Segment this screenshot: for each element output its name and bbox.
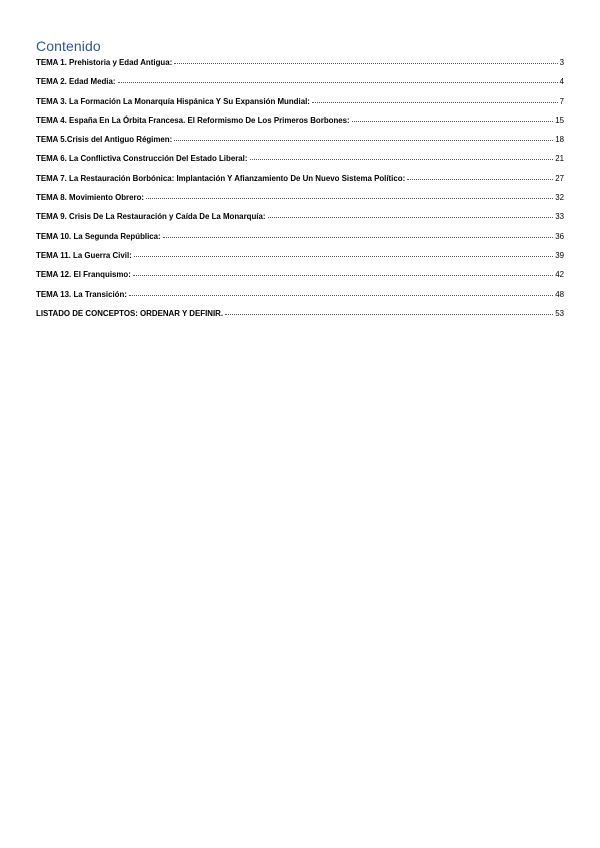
toc-entry-title <box>36 250 132 262</box>
toc-entry-page: 18 <box>555 135 564 145</box>
toc-entry-label: Prehistoria y Edad Antigua: <box>69 58 173 67</box>
toc-entry-prefix: TEMA 2. <box>36 77 67 87</box>
toc-entry-title <box>36 269 131 281</box>
toc-entry-prefix: TEMA 8. <box>36 193 67 203</box>
toc-entry-tema-12[interactable] <box>36 269 564 288</box>
dot-leader <box>225 308 553 315</box>
toc-entry-label: Movimiento Obrero: <box>69 193 145 203</box>
dot-leader <box>129 289 553 296</box>
toc-entry-prefix: TEMA 1. <box>36 58 67 67</box>
toc-heading: Contenido <box>36 38 101 54</box>
toc-entry-page: 42 <box>555 270 564 280</box>
toc-entry-title <box>36 308 223 320</box>
dot-leader <box>118 76 558 83</box>
toc-entry-label: La Restauración Borbónica: Implantación Y Afianzamiento De Un Nuevo Sistema Político: <box>69 173 406 183</box>
toc-entry-page: 15 <box>555 115 564 125</box>
toc-entry-tema-6[interactable] <box>36 153 564 172</box>
toc-entry-page: 4 <box>559 77 564 87</box>
toc-entry-label: La Guerra Civil: <box>73 250 132 260</box>
toc-entry-prefix: TEMA 11. <box>36 250 71 260</box>
toc-entry-tema-13[interactable] <box>36 289 564 308</box>
toc-entry-tema-9[interactable] <box>36 211 564 230</box>
toc-entry-page: 27 <box>555 173 564 183</box>
toc-entry-title <box>36 231 161 243</box>
toc-entry-prefix: TEMA 9. <box>36 212 67 222</box>
toc-entry-tema-4[interactable] <box>36 115 564 134</box>
toc-entry-page: 21 <box>555 154 564 164</box>
toc-entry-page: 53 <box>555 308 564 318</box>
toc-entry-title <box>36 76 116 88</box>
toc-entry-title <box>36 211 266 223</box>
toc-entry-prefix: TEMA 7. <box>36 173 67 183</box>
dot-leader <box>352 115 554 122</box>
toc-entry-title <box>36 115 350 127</box>
toc-entry-tema-8[interactable] <box>36 192 564 211</box>
dot-leader <box>268 211 554 218</box>
toc-entry-prefix: TEMA 3. <box>36 96 67 106</box>
dot-leader <box>174 134 553 141</box>
dot-leader <box>174 57 557 64</box>
toc-entry-tema-7[interactable] <box>36 173 564 192</box>
toc-entry-page: 7 <box>559 96 564 106</box>
toc-entry-page: 36 <box>555 231 564 241</box>
toc-entry-label: España En La Órbita Francesa. El Reformismo De Los Primeros Borbones: <box>69 115 350 125</box>
toc-entry-title <box>36 289 127 301</box>
toc-entry-page: 48 <box>555 289 564 299</box>
toc-entry-prefix: TEMA 5. <box>36 135 67 145</box>
toc-entry-prefix: TEMA 12. <box>36 270 72 280</box>
toc-entry-tema-1[interactable] <box>36 57 564 76</box>
dot-leader <box>250 153 554 160</box>
toc-entry-label: El Franquismo: <box>73 270 131 280</box>
toc-entry-tema-3[interactable] <box>36 96 564 115</box>
table-of-contents <box>36 57 564 327</box>
toc-entry-tema-11[interactable] <box>36 250 564 269</box>
toc-entry-prefix: TEMA 13. <box>36 289 72 299</box>
toc-entry-title <box>36 134 172 146</box>
dot-leader <box>134 250 553 257</box>
dot-leader <box>146 192 553 199</box>
toc-entry-label: La Segunda República: <box>73 231 161 241</box>
toc-entry-label: Crisis del Antiguo Régimen: <box>66 135 173 145</box>
toc-entry-title <box>36 57 172 69</box>
toc-entry-title <box>36 96 310 108</box>
toc-entry-listado-conceptos[interactable] <box>36 308 564 327</box>
toc-entry-tema-5[interactable] <box>36 134 564 153</box>
toc-entry-page: 3 <box>559 58 564 67</box>
toc-entry-label: La Formación La Monarquía Hispánica Y Su Expansión Mundial: <box>69 96 310 106</box>
toc-entry-label: Edad Media: <box>69 77 116 87</box>
toc-entry-label: Crisis De La Restauración y Caída De La Monarquía: <box>69 212 266 222</box>
toc-entry-title <box>36 192 144 204</box>
toc-entry-page: 39 <box>555 250 564 260</box>
toc-entry-tema-2[interactable] <box>36 76 564 95</box>
toc-entry-prefix: TEMA 4. <box>36 115 67 125</box>
toc-entry-page: 32 <box>555 193 564 203</box>
toc-entry-title <box>36 173 405 185</box>
dot-leader <box>163 231 554 238</box>
toc-entry-prefix: TEMA 10. <box>36 231 72 241</box>
toc-entry-title <box>36 153 248 165</box>
dot-leader <box>407 173 553 180</box>
toc-entry-label: La Conflictiva Construcción Del Estado Liberal: <box>69 154 248 164</box>
toc-entry-label: La Transición: <box>73 289 127 299</box>
toc-entry-page: 33 <box>555 212 564 222</box>
dot-leader <box>312 96 558 103</box>
toc-entry-prefix: TEMA 6. <box>36 154 67 164</box>
toc-entry-tema-10[interactable] <box>36 231 564 250</box>
toc-entry-label: LISTADO DE CONCEPTOS: ORDENAR Y DEFINIR. <box>36 308 224 318</box>
dot-leader <box>133 269 553 276</box>
